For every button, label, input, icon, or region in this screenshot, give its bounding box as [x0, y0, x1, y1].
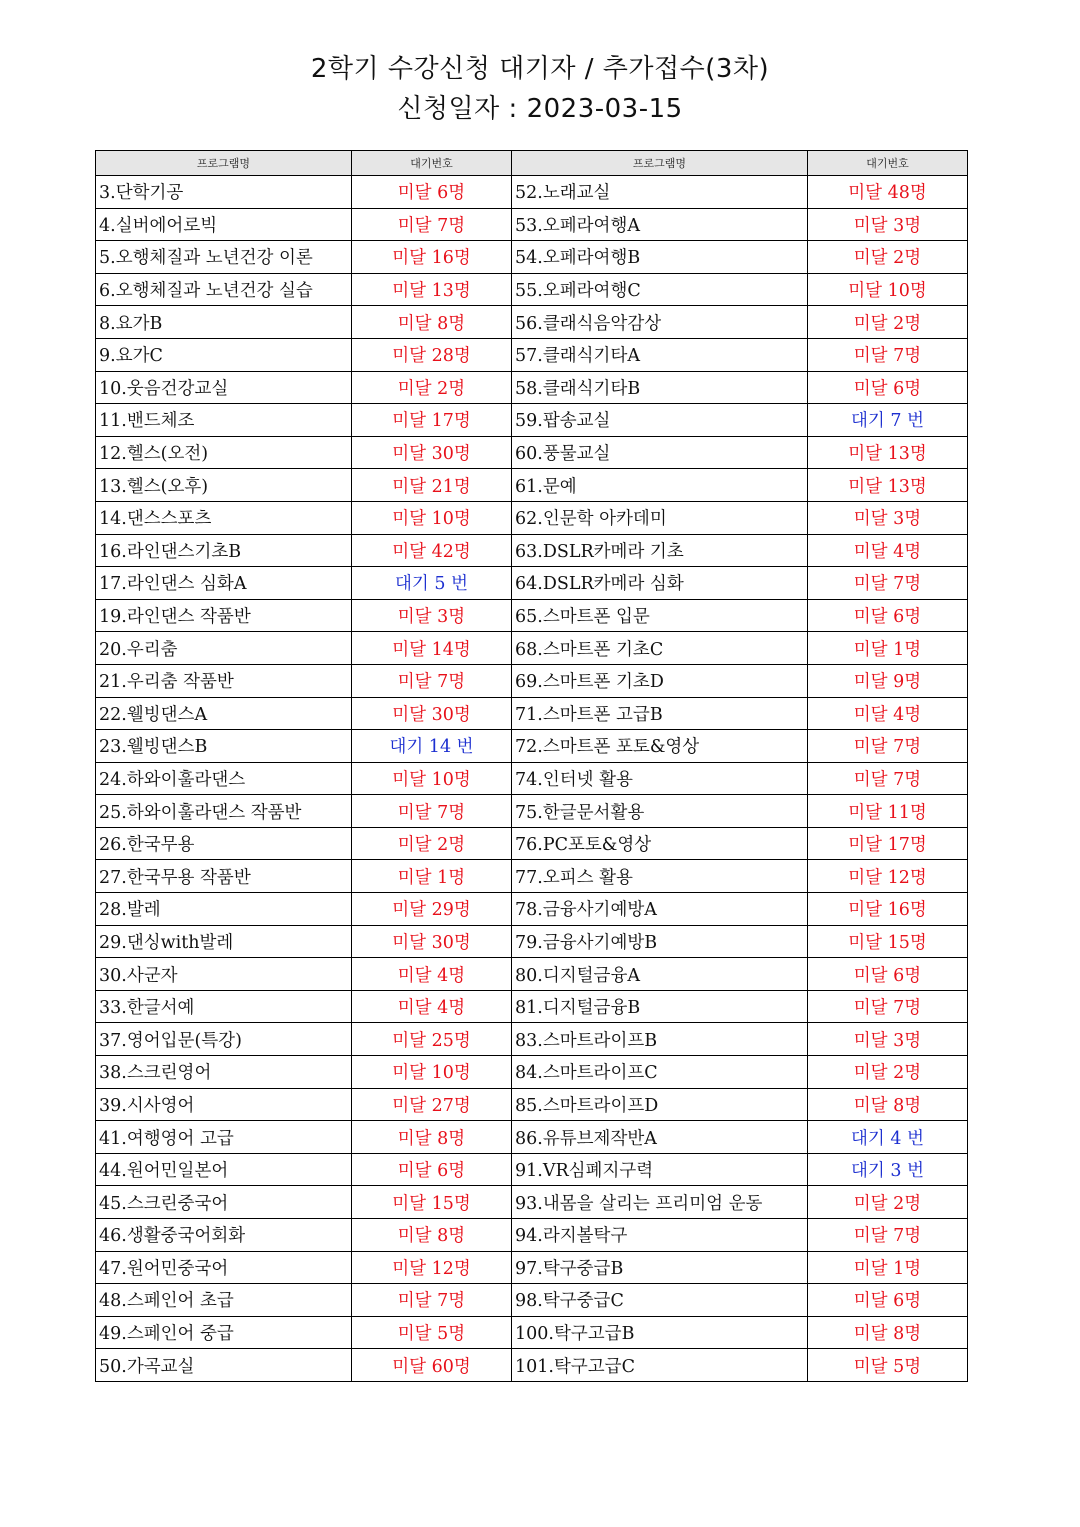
wait-status-left: 미달 30명 — [352, 925, 512, 958]
wait-status-right: 미달 2명 — [808, 1186, 968, 1219]
table-row — [96, 795, 968, 828]
wait-status-left: 미달 4명 — [352, 958, 512, 991]
table-row — [96, 1251, 968, 1284]
program-name-left: 30.사군자 — [96, 958, 352, 991]
program-name-right: 101.탁구고급C — [512, 1349, 808, 1382]
wait-status-left: 미달 42명 — [352, 534, 512, 567]
wait-status-right: 미달 16명 — [808, 893, 968, 926]
program-name-right: 58.클래식기타B — [512, 371, 808, 404]
table-row — [96, 1023, 968, 1056]
table-row — [96, 534, 968, 567]
wait-status-right: 미달 48명 — [808, 176, 968, 209]
program-name-left: 22.웰빙댄스A — [96, 697, 352, 730]
wait-status-left: 미달 60명 — [352, 1349, 512, 1382]
program-name-right: 86.유튜브제작반A — [512, 1121, 808, 1154]
wait-status-left: 미달 21명 — [352, 469, 512, 502]
program-name-right: 71.스마트폰 고급B — [512, 697, 808, 730]
program-name-right: 94.라지볼탁구 — [512, 1219, 808, 1252]
header-wait-number-left: 대기번호 — [352, 151, 512, 176]
program-name-left: 6.오행체질과 노년건강 실습 — [96, 273, 352, 306]
wait-status-right: 미달 4명 — [808, 534, 968, 567]
program-name-right: 78.금융사기예방A — [512, 893, 808, 926]
program-name-left: 47.원어민중국어 — [96, 1251, 352, 1284]
program-name-left: 28.발레 — [96, 893, 352, 926]
wait-status-left: 미달 30명 — [352, 436, 512, 469]
wait-status-left: 미달 8명 — [352, 1121, 512, 1154]
program-name-right: 83.스마트라이프B — [512, 1023, 808, 1056]
wait-status-right: 미달 15명 — [808, 925, 968, 958]
program-name-right: 61.문예 — [512, 469, 808, 502]
program-name-right: 98.탁구중급C — [512, 1284, 808, 1317]
program-name-left: 37.영어입문(특강) — [96, 1023, 352, 1056]
program-name-left: 49.스페인어 중급 — [96, 1316, 352, 1349]
program-name-right: 93.내몸을 살리는 프리미엄 운동 — [512, 1186, 808, 1219]
program-name-left: 24.하와이훌라댄스 — [96, 762, 352, 795]
wait-status-right: 미달 9명 — [808, 664, 968, 697]
table-row — [96, 1349, 968, 1382]
wait-status-left: 미달 7명 — [352, 664, 512, 697]
program-name-right: 77.오피스 활용 — [512, 860, 808, 893]
wait-status-right: 미달 1명 — [808, 1251, 968, 1284]
table-row — [96, 176, 968, 209]
wait-status-left: 미달 7명 — [352, 208, 512, 241]
program-name-right: 76.PC포토&영상 — [512, 827, 808, 860]
program-name-right: 64.DSLR카메라 심화 — [512, 567, 808, 600]
program-name-right: 84.스마트라이프C — [512, 1056, 808, 1089]
wait-status-left: 미달 8명 — [352, 1219, 512, 1252]
wait-status-left: 미달 7명 — [352, 1284, 512, 1317]
program-name-right: 54.오페라여행B — [512, 241, 808, 274]
wait-status-left: 미달 28명 — [352, 338, 512, 371]
wait-status-left: 미달 2명 — [352, 827, 512, 860]
program-name-right: 100.탁구고급B — [512, 1316, 808, 1349]
wait-status-left: 미달 3명 — [352, 599, 512, 632]
wait-status-left: 미달 10명 — [352, 1056, 512, 1089]
program-name-right: 62.인문학 아카데미 — [512, 501, 808, 534]
table-row — [96, 1153, 968, 1186]
program-name-right: 53.오페라여행A — [512, 208, 808, 241]
program-name-left: 8.요가B — [96, 306, 352, 339]
table-header-row — [96, 151, 968, 176]
program-name-left: 3.단학기공 — [96, 176, 352, 209]
table-row — [96, 925, 968, 958]
wait-status-left: 미달 17명 — [352, 404, 512, 437]
wait-status-right: 미달 11명 — [808, 795, 968, 828]
wait-status-left: 미달 2명 — [352, 371, 512, 404]
program-name-right: 52.노래교실 — [512, 176, 808, 209]
program-name-left: 10.웃음건강교실 — [96, 371, 352, 404]
program-name-left: 16.라인댄스기초B — [96, 534, 352, 567]
wait-status-right: 미달 13명 — [808, 436, 968, 469]
header-wait-number-right: 대기번호 — [808, 151, 968, 176]
program-name-left: 46.생활중국어회화 — [96, 1219, 352, 1252]
wait-status-left: 미달 25명 — [352, 1023, 512, 1056]
table-row — [96, 371, 968, 404]
program-name-left: 25.하와이훌라댄스 작품반 — [96, 795, 352, 828]
wait-status-right: 미달 6명 — [808, 599, 968, 632]
table-row — [96, 338, 968, 371]
table-row — [96, 1316, 968, 1349]
table-row — [96, 241, 968, 274]
table-row — [96, 762, 968, 795]
wait-status-right: 대기 4 번 — [808, 1121, 968, 1154]
document-title: 2학기 수강신청 대기자 / 추가접수(3차) — [310, 54, 770, 84]
wait-status-right: 대기 7 번 — [808, 404, 968, 437]
wait-status-left: 미달 30명 — [352, 697, 512, 730]
table-row — [96, 632, 968, 665]
wait-status-right: 미달 7명 — [808, 730, 968, 763]
wait-status-left: 미달 8명 — [352, 306, 512, 339]
table-row — [96, 958, 968, 991]
wait-status-right: 미달 4명 — [808, 697, 968, 730]
program-name-left: 11.밴드체조 — [96, 404, 352, 437]
wait-status-right: 미달 8명 — [808, 1088, 968, 1121]
program-name-left: 27.한국무용 작품반 — [96, 860, 352, 893]
program-name-right: 81.디지털금융B — [512, 990, 808, 1023]
wait-status-left: 미달 12명 — [352, 1251, 512, 1284]
program-name-left: 13.헬스(오후) — [96, 469, 352, 502]
table-row — [96, 273, 968, 306]
table-row — [96, 664, 968, 697]
wait-status-right: 대기 3 번 — [808, 1153, 968, 1186]
program-name-right: 79.금융사기예방B — [512, 925, 808, 958]
table-row — [96, 827, 968, 860]
program-name-right: 56.클래식음악감상 — [512, 306, 808, 339]
program-name-right: 68.스마트폰 기초C — [512, 632, 808, 665]
wait-status-left: 대기 5 번 — [352, 567, 512, 600]
program-name-left: 50.가곡교실 — [96, 1349, 352, 1382]
wait-status-right: 미달 7명 — [808, 567, 968, 600]
wait-status-right: 미달 6명 — [808, 371, 968, 404]
wait-status-left: 미달 29명 — [352, 893, 512, 926]
wait-status-left: 미달 10명 — [352, 501, 512, 534]
wait-status-right: 미달 17명 — [808, 827, 968, 860]
wait-status-left: 미달 13명 — [352, 273, 512, 306]
program-name-left: 29.댄싱with발레 — [96, 925, 352, 958]
table-row — [96, 730, 968, 763]
table-body — [96, 176, 968, 1382]
application-date: 신청일자 : 2023-03-15 — [397, 94, 683, 124]
table-row — [96, 404, 968, 437]
wait-status-right: 미달 7명 — [808, 990, 968, 1023]
wait-status-left: 미달 4명 — [352, 990, 512, 1023]
program-name-left: 44.원어민일본어 — [96, 1153, 352, 1186]
program-name-left: 48.스페인어 초급 — [96, 1284, 352, 1317]
waitlist-table — [95, 150, 968, 1382]
wait-status-right: 미달 10명 — [808, 273, 968, 306]
wait-status-right: 미달 2명 — [808, 241, 968, 274]
table-row — [96, 1056, 968, 1089]
program-name-right: 97.탁구중급B — [512, 1251, 808, 1284]
program-name-right: 60.풍물교실 — [512, 436, 808, 469]
table-row — [96, 697, 968, 730]
table-row — [96, 1186, 968, 1219]
wait-status-right: 미달 7명 — [808, 762, 968, 795]
table-row — [96, 860, 968, 893]
program-name-left: 38.스크린영어 — [96, 1056, 352, 1089]
program-name-left: 19.라인댄스 작품반 — [96, 599, 352, 632]
wait-status-right: 미달 2명 — [808, 1056, 968, 1089]
program-name-right: 80.디지털금융A — [512, 958, 808, 991]
program-name-left: 9.요가C — [96, 338, 352, 371]
program-name-left: 45.스크린중국어 — [96, 1186, 352, 1219]
table-row — [96, 1284, 968, 1317]
program-name-left: 14.댄스스포츠 — [96, 501, 352, 534]
program-name-right: 91.VR심폐지구력 — [512, 1153, 808, 1186]
wait-status-left: 미달 1명 — [352, 860, 512, 893]
table-row — [96, 1121, 968, 1154]
program-name-right: 65.스마트폰 입문 — [512, 599, 808, 632]
wait-status-right: 미달 2명 — [808, 306, 968, 339]
wait-status-left: 미달 15명 — [352, 1186, 512, 1219]
wait-status-right: 미달 7명 — [808, 1219, 968, 1252]
table-row — [96, 436, 968, 469]
program-name-right: 55.오페라여행C — [512, 273, 808, 306]
program-name-left: 41.여행영어 고급 — [96, 1121, 352, 1154]
header-program-name-left: 프로그램명 — [96, 151, 352, 176]
program-name-right: 75.한글문서활용 — [512, 795, 808, 828]
table-row — [96, 599, 968, 632]
program-name-right: 63.DSLR카메라 기초 — [512, 534, 808, 567]
program-name-right: 57.클래식기타A — [512, 338, 808, 371]
wait-status-right: 미달 5명 — [808, 1349, 968, 1382]
table-row — [96, 469, 968, 502]
program-name-right: 72.스마트폰 포토&영상 — [512, 730, 808, 763]
program-name-left: 23.웰빙댄스B — [96, 730, 352, 763]
program-name-right: 69.스마트폰 기초D — [512, 664, 808, 697]
table-row — [96, 208, 968, 241]
program-name-left: 12.헬스(오전) — [96, 436, 352, 469]
wait-status-left: 대기 14 번 — [352, 730, 512, 763]
wait-status-right: 미달 3명 — [808, 1023, 968, 1056]
program-name-right: 85.스마트라이프D — [512, 1088, 808, 1121]
table-row — [96, 567, 968, 600]
wait-status-right: 미달 3명 — [808, 208, 968, 241]
header-program-name-right: 프로그램명 — [512, 151, 808, 176]
wait-status-right: 미달 3명 — [808, 501, 968, 534]
program-name-left: 26.한국무용 — [96, 827, 352, 860]
wait-status-left: 미달 6명 — [352, 1153, 512, 1186]
wait-status-right: 미달 1명 — [808, 632, 968, 665]
wait-status-right: 미달 8명 — [808, 1316, 968, 1349]
program-name-left: 5.오행체질과 노년건강 이론 — [96, 241, 352, 274]
table-row — [96, 1088, 968, 1121]
program-name-right: 74.인터넷 활용 — [512, 762, 808, 795]
table-row — [96, 501, 968, 534]
wait-status-right: 미달 13명 — [808, 469, 968, 502]
wait-status-right: 미달 7명 — [808, 338, 968, 371]
program-name-right: 59.팝송교실 — [512, 404, 808, 437]
wait-status-left: 미달 16명 — [352, 241, 512, 274]
wait-status-left: 미달 7명 — [352, 795, 512, 828]
wait-status-right: 미달 6명 — [808, 1284, 968, 1317]
program-name-left: 39.시사영어 — [96, 1088, 352, 1121]
table-row — [96, 990, 968, 1023]
table-row — [96, 893, 968, 926]
wait-status-right: 미달 12명 — [808, 860, 968, 893]
wait-status-left: 미달 27명 — [352, 1088, 512, 1121]
wait-status-right: 미달 6명 — [808, 958, 968, 991]
table-row — [96, 1219, 968, 1252]
table-row — [96, 306, 968, 339]
program-name-left: 4.실버에어로빅 — [96, 208, 352, 241]
wait-status-left: 미달 10명 — [352, 762, 512, 795]
wait-status-left: 미달 6명 — [352, 176, 512, 209]
wait-status-left: 미달 5명 — [352, 1316, 512, 1349]
program-name-left: 17.라인댄스 심화A — [96, 567, 352, 600]
wait-status-left: 미달 14명 — [352, 632, 512, 665]
program-name-left: 20.우리춤 — [96, 632, 352, 665]
program-name-left: 21.우리춤 작품반 — [96, 664, 352, 697]
program-name-left: 33.한글서예 — [96, 990, 352, 1023]
